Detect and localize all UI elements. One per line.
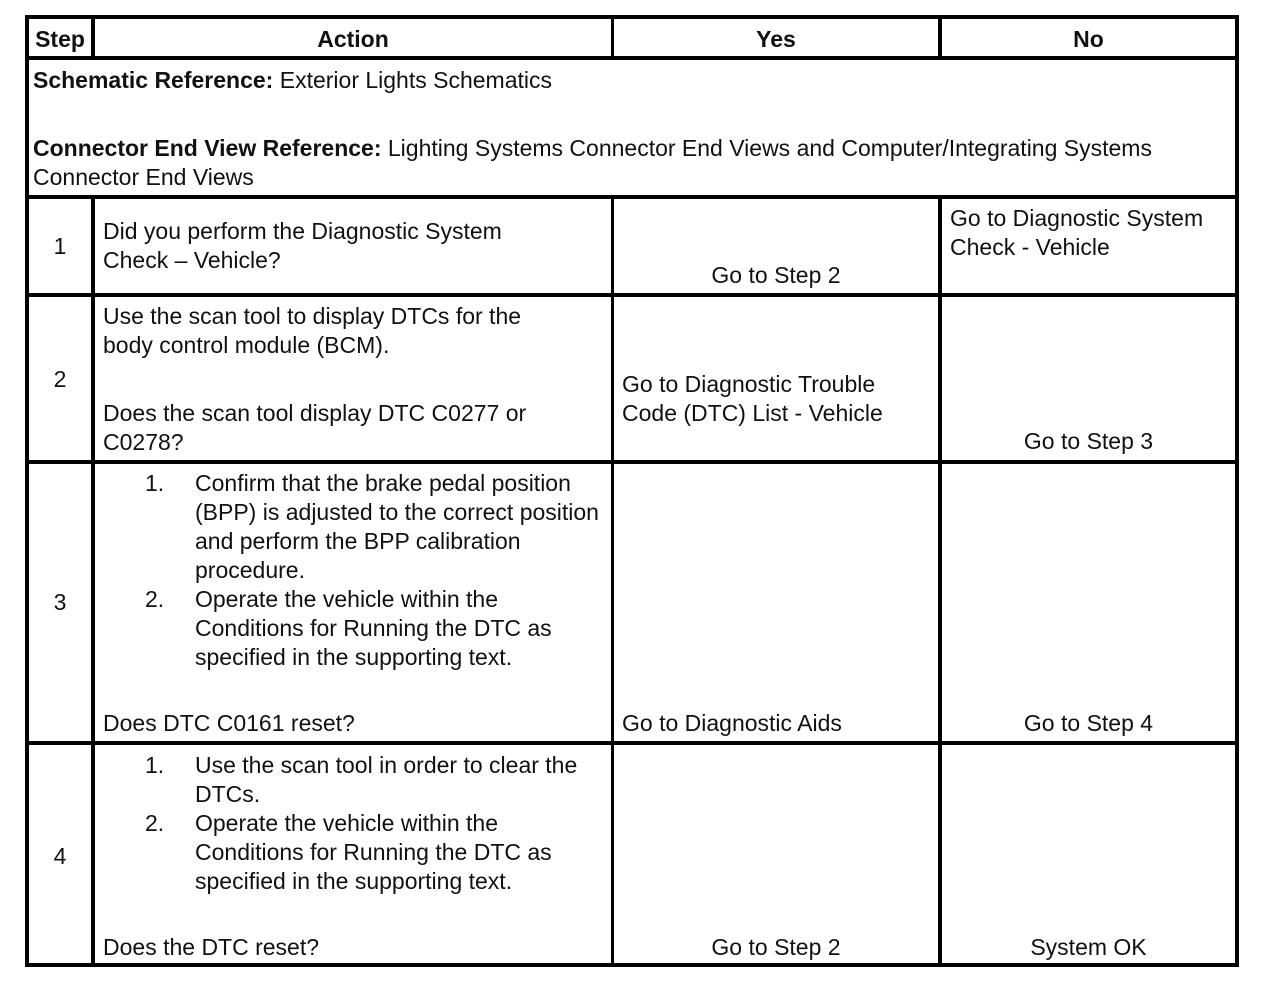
list-item [95, 469, 605, 585]
step-number: 1 [53, 233, 67, 259]
list-number: 1. [145, 470, 165, 496]
schematic-value: Exterior Lights Schematics [279, 67, 553, 93]
action-question: Does the DTC reset? [103, 934, 320, 960]
step-number: 4 [53, 843, 67, 869]
header-action: Action [317, 26, 389, 52]
list-item [95, 809, 605, 896]
list-item [95, 585, 605, 672]
list-number: 2. [145, 586, 165, 612]
action-steps [95, 469, 605, 672]
list-item [95, 751, 605, 809]
no-result: Go to Diagnostic System Check - Vehicle [950, 205, 1204, 260]
yes-result: Go to Step 2 [711, 262, 841, 288]
row-divider [29, 460, 1235, 464]
schematic-label: Schematic Reference: [33, 67, 274, 93]
header-step: Step [35, 26, 85, 52]
header-no: No [1073, 26, 1104, 52]
action-question: Does DTC C0161 reset? [103, 710, 355, 736]
list-text: Operate the vehicle within the Conditions for Running the DTC as specified in the supporting text. [195, 810, 552, 894]
step-number: 2 [53, 366, 67, 392]
header-yes: Yes [756, 26, 796, 52]
list-number: 1. [145, 752, 165, 778]
schematic-reference [33, 66, 1223, 95]
yes-result: Go to Step 2 [711, 934, 841, 960]
action-text: Use the scan tool to display DTCs for the body control module (BCM). [103, 303, 522, 358]
col-divider [611, 197, 614, 963]
connector-label: Connector End View Reference: [33, 135, 382, 161]
yes-result: Go to Diagnostic Trouble Code (DTC) List - Vehicle [622, 371, 883, 426]
action-question: Does the scan tool display DTC C0277 or C0278? [103, 400, 527, 455]
list-text: Use the scan tool in order to clear the DTCs. [195, 752, 578, 807]
diagnostic-table [25, 15, 1239, 967]
action-steps [95, 751, 605, 896]
no-result: Go to Step 3 [1023, 428, 1154, 454]
no-result: Go to Step 4 [1023, 710, 1154, 736]
action-text: Did you perform the Diagnostic System Check – Vehicle? [103, 218, 502, 273]
row-divider [29, 195, 1235, 199]
row-divider [29, 741, 1235, 745]
no-result: System OK [1030, 934, 1147, 960]
step-number: 3 [53, 589, 67, 615]
row-divider [29, 293, 1235, 297]
connector-value: Lighting Systems Connector End Views and Computer/Integrating Systems Connector End Views [33, 135, 1152, 190]
list-text: Operate the vehicle within the Conditions for Running the DTC as specified in the supporting text. [195, 586, 552, 670]
col-divider [938, 197, 942, 963]
connector-reference [33, 134, 1183, 192]
list-text: Confirm that the brake pedal position (BPP) is adjusted to the correct position and perform the BPP calibration procedure. [195, 470, 599, 583]
list-number: 2. [145, 810, 165, 836]
yes-result: Go to Diagnostic Aids [622, 710, 842, 736]
